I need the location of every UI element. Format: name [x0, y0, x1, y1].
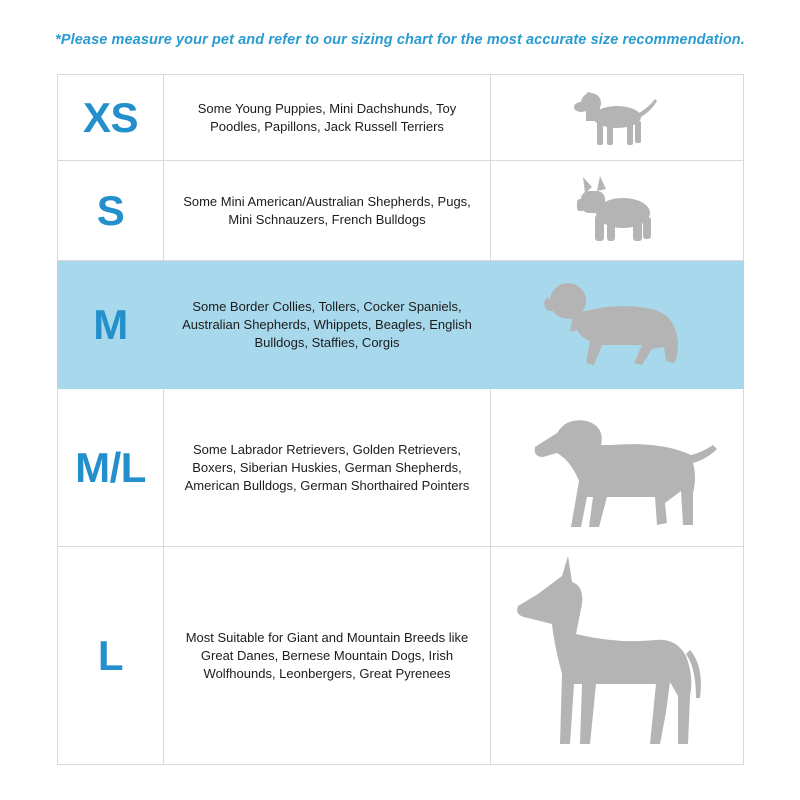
great-dane-icon — [512, 556, 722, 756]
french-bulldog-icon — [567, 175, 667, 247]
spaniel-icon — [542, 275, 692, 375]
labrador-icon — [517, 403, 717, 533]
size-row-s — [58, 161, 744, 261]
small-dog-icon — [567, 83, 667, 153]
size-label: M/L — [58, 389, 164, 547]
size-label: XS — [58, 75, 164, 161]
sizing-table — [57, 74, 744, 765]
size-description: Some Mini American/Australian Shepherds, Pugs, Mini Schnauzers, French Bulldogs — [183, 193, 471, 227]
size-description: Some Labrador Retrievers, Golden Retrievers, Boxers, Siberian Huskies, German Shepherds, American Bulldogs, German Shorthaired Pointers — [184, 441, 470, 493]
size-label: S — [58, 161, 164, 261]
size-label: M — [58, 261, 164, 389]
size-label: L — [58, 547, 164, 765]
size-row-xs — [58, 75, 744, 161]
size-description: Most Suitable for Giant and Mountain Breeds like Great Danes, Bernese Mountain Dogs, Irish Wolfhounds, Leonbergers, Great Pyrenees — [185, 629, 469, 681]
size-description: Some Border Collies, Tollers, Cocker Spaniels, Australian Shepherds, Whippets, Beagles, English Bulldogs, Staffies, Corgis — [182, 298, 472, 350]
sizing-note: *Please measure your pet and refer to our sizing chart for the most accurate size recommendation. — [55, 32, 745, 48]
size-row-ml — [58, 389, 744, 547]
size-description: Some Young Puppies, Mini Dachshunds, Toy Poodles, Papillons, Jack Russell Terriers — [197, 100, 457, 134]
size-row-m — [58, 261, 744, 389]
size-row-l — [58, 547, 744, 765]
